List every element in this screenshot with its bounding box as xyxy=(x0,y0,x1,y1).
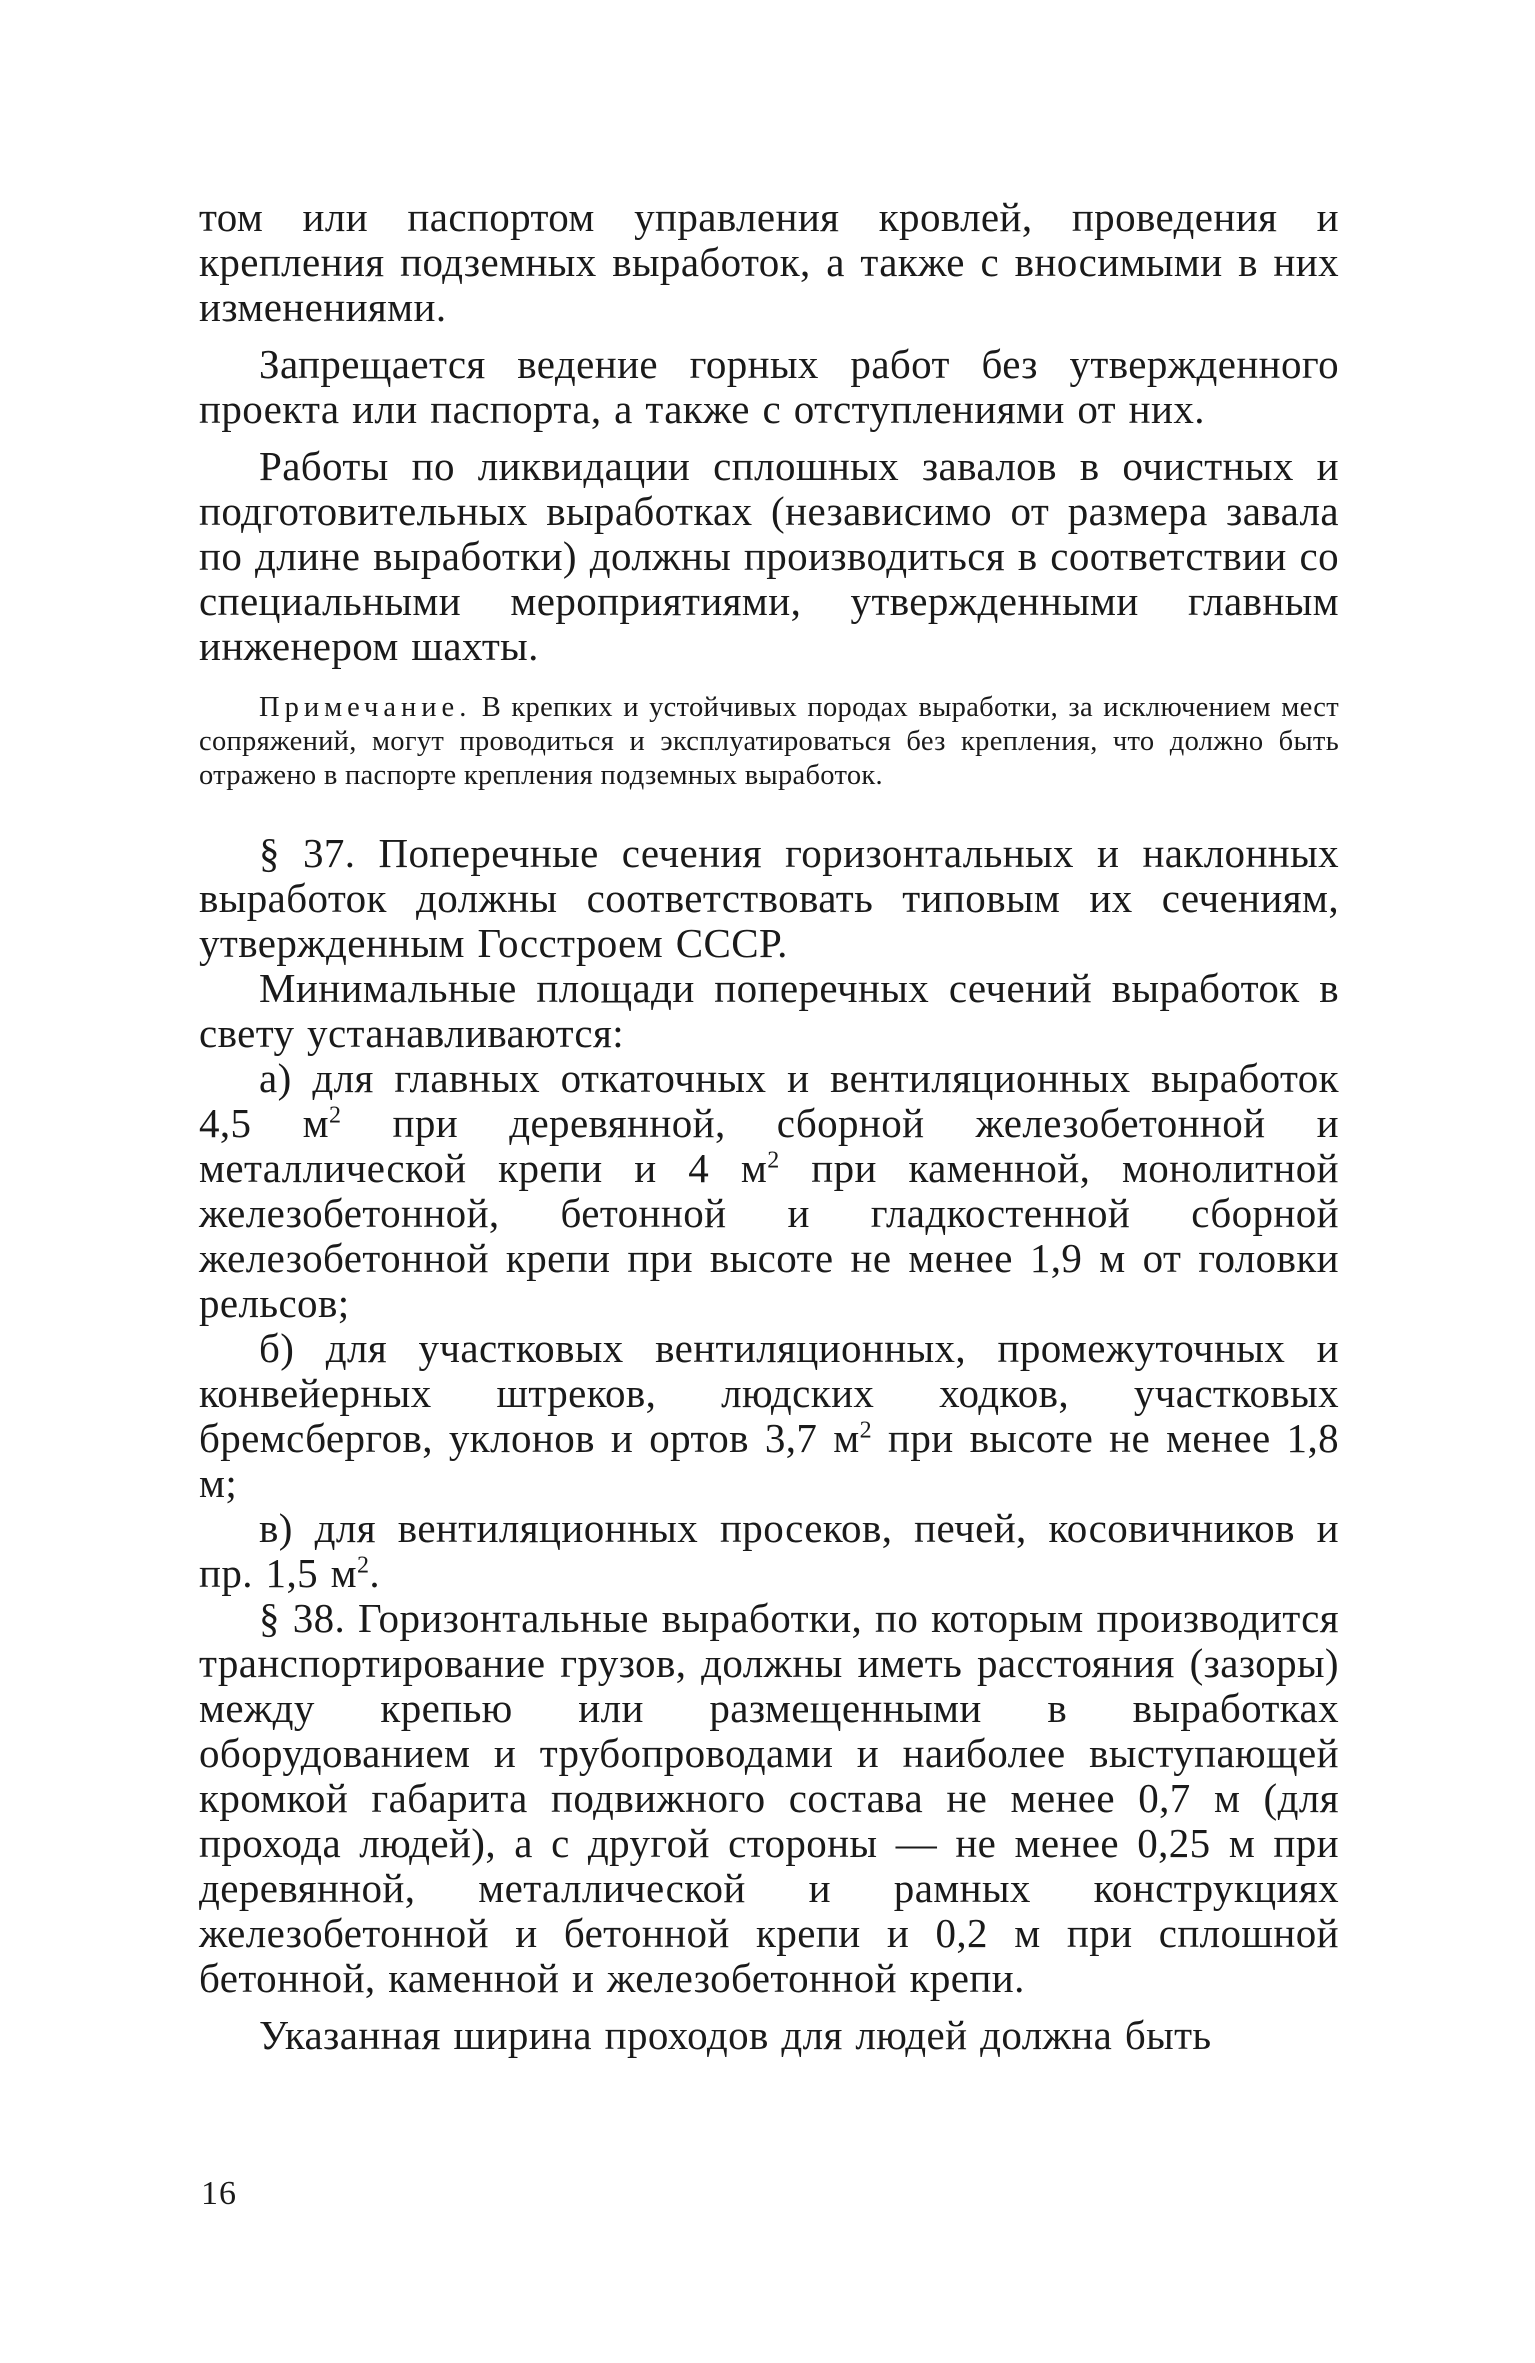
section-37-min-areas: Минимальные площади поперечных сечений выработок в свету устанавливаются: xyxy=(199,965,1339,1056)
item-a-text-1: а) для главных откаточных и вентиляционных выработок 4,5 м xyxy=(199,1055,1339,1146)
item-b-text-1: б) для участковых вентиляционных, промежуточных и конвейерных штреков, людских ходков, участковых бремсбергов, уклонов и ортов 3,7 м xyxy=(199,1325,1339,1461)
note-paragraph xyxy=(199,691,1339,793)
note-text: В крепких и устойчивых породах выработки, за исключением мест сопряжений, могут проводиться и эксплуатироваться без крепления, что должно быть отражено в паспорте крепления подземных выработок. xyxy=(199,692,1339,791)
item-a-sup-2: 2 xyxy=(767,1147,780,1174)
item-a-text-3: при каменной, монолитной железобетонной, бетонной и гладкостенной сборной железобетонной крепи при высоте не менее 1,9 м от головки рельсов; xyxy=(199,1145,1339,1326)
section-38-paragraph: § 38. Горизонтальные выработки, по которым производится транспортирование грузов, должны иметь расстояния (зазоры) между крепью или размещенными в выработках оборудованием и трубопроводами и наиболее выступающей кромкой габарита подвижного состава не менее 0,7 м (для прохода людей), а с другой стороны — не менее 0,25 м при деревянной, металлической и рамных конструкциях железобетонной и бетонной крепи и 0,2 м при сплошной бетонной, каменной и железобетонной крепи. xyxy=(199,1595,1339,2001)
item-c-sup: 2 xyxy=(357,1552,370,1579)
section-38-passage-width: Указанная ширина проходов для людей должна быть xyxy=(259,2012,1212,2058)
paragraph-prohibition: Запрещается ведение горных работ без утвержденного проекта или паспорта, а также с отступлениями от них. xyxy=(199,341,1339,432)
section-37-heading-paragraph: § 37. Поперечные сечения горизонтальных и наклонных выработок должны соответствовать типовым их сечениям, утвержденным Госстроем СССР. xyxy=(199,830,1339,966)
section-37-item-a xyxy=(199,1056,1339,1326)
item-a-text-2: при деревянной, сборной железобетонной и металлической крепи и 4 м xyxy=(199,1100,1339,1191)
item-a-sup-1: 2 xyxy=(328,1102,342,1129)
section-37-item-b xyxy=(199,1326,1339,1506)
paragraph-collapse-works: Работы по ликвидации сплошных завалов в очистных и подготовительных выработках (независимо от размера завала по длине выработки) должны производиться в соответствии со специальными мероприятиями, утвержденными главным инженером шахты. xyxy=(199,443,1339,669)
page-number: 16 xyxy=(201,2175,237,2212)
item-c-text-2: . xyxy=(369,1550,381,1596)
paragraph-continuation: том или паспортом управления кровлей, проведения и крепления подземных выработок, а также с вносимыми в них изменениями. xyxy=(199,194,1339,330)
section-37-item-c xyxy=(199,1506,1339,1596)
item-c-text-1: в) для вентиляционных просеков, печей, косовичников и пр. 1,5 м xyxy=(199,1505,1339,1596)
item-b-sup: 2 xyxy=(859,1417,873,1444)
note-label: Примечание. xyxy=(259,692,472,723)
page-body xyxy=(199,195,1339,2335)
item-b-text-2: при высоте не менее 1,8 м; xyxy=(199,1415,1339,1506)
